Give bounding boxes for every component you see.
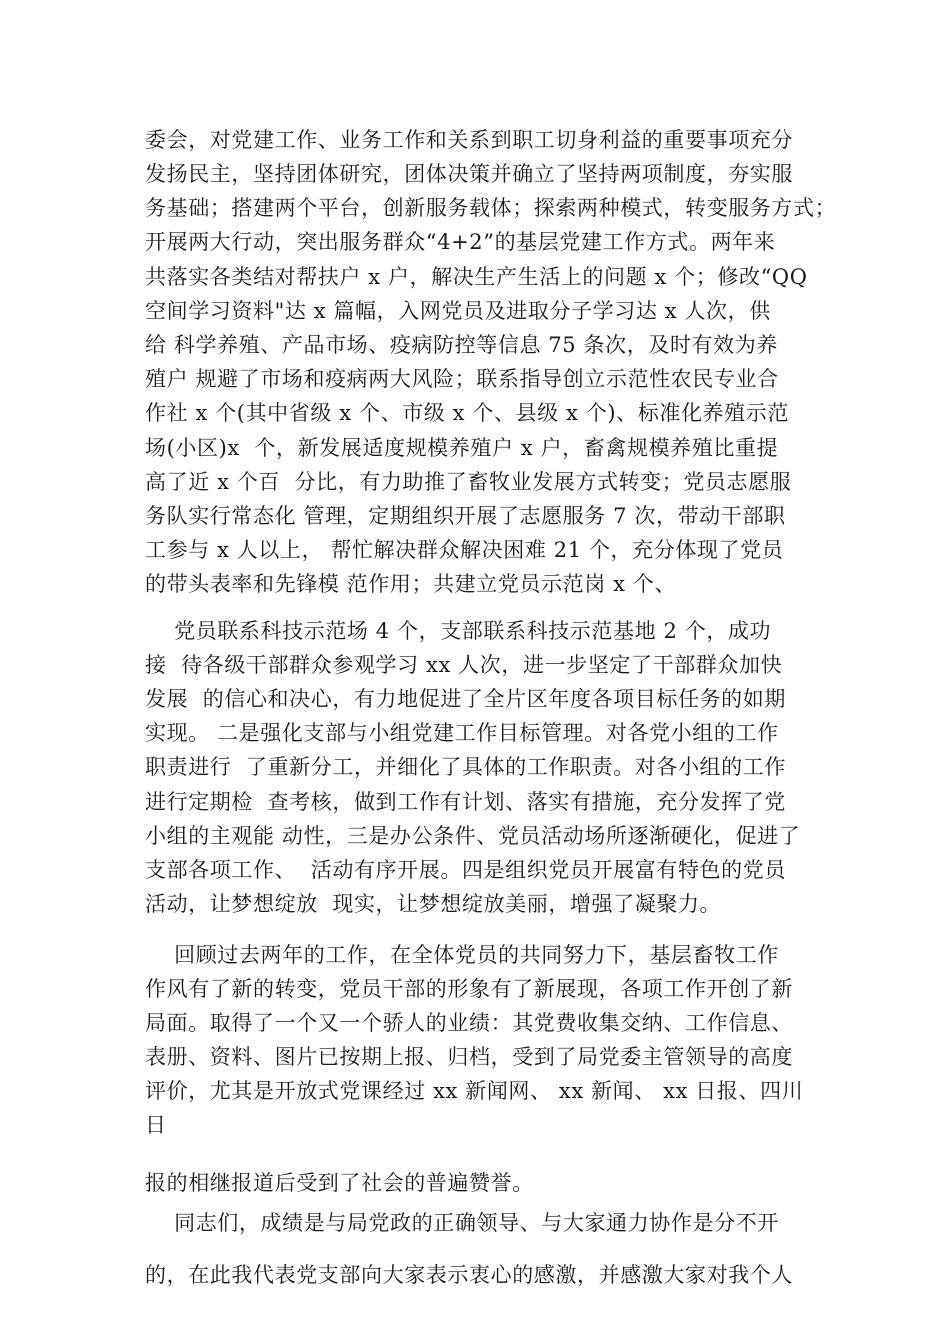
text-line: 报的相继报道后受到了社会的普遍赞誉。 (145, 1171, 534, 1195)
text-line: 作风有了新的转变，党员干部的形象有了新展现，各项工作开创了新 (145, 977, 793, 1001)
text-line: 务基础；搭建两个平台，创新服务载体；探索两种模式，转变服务方式； (145, 196, 837, 220)
text-line: 评价，尤其是开放式党课经过 xx 新闻网、 xx 新闻、 xx 日报、四川 (145, 1079, 804, 1103)
text-line: 空间学习资料"达 x 篇幅，入网党员及进取分子学习达 x 人次，供 (145, 299, 771, 323)
text-line: 职责进行 了重新分工，并细化了具体的工作职责。对各小组的工作 (145, 755, 786, 779)
text-line: 接 待各级干部群众参观学习 xx 人次，进一步坚定了干部群众加快 (145, 653, 783, 677)
text-line: 局面。取得了一个又一个骄人的业绩：其党费收集交纳、工作信息、 (145, 1011, 793, 1035)
text-line: 场(小区)x 个，新发展适度规模养殖户 x 户，畜禽规模养殖比重提 (145, 436, 779, 460)
text-line: 作社 x 个(其中省级 x 个、市级 x 个、县级 x 个)、标准化养殖示范 (145, 401, 789, 425)
text-line: 日 (145, 1113, 167, 1137)
text-line: 发扬民主，坚持团体研究，团体决策并确立了坚持两项制度，夯实服 (145, 162, 793, 186)
text-line: 委会，对党建工作、业务工作和关系到职工切身利益的重要事项充分 (145, 128, 793, 152)
text-line: 发展 的信心和决心，有力地促进了全片区年度各项目标任务的如期 (145, 687, 786, 711)
text-line: 表册、资料、图片已按期上报、归档，受到了局党委主管领导的高度 (145, 1045, 793, 1069)
text-line: 务队实行常态化 管理，定期组织开展了志愿服务 7 次，带动干部职 (145, 504, 786, 528)
text-line: 共落实各类结对帮扶户 x 户，解决生产生活上的问题 x 个；修改“QQ (145, 265, 808, 289)
text-line: 进行定期检 查考核，做到工作有计划、落实有措施，充分发挥了党 (145, 790, 786, 814)
text-line: 党员联系科技示范场 4 个，支部联系科技示范基地 2 个，成功 (145, 619, 772, 643)
text-line: 小组的主观能 动性，三是办公条件、党员活动场所逐渐硬化，促进了 (145, 824, 801, 848)
text-line: 的带头表率和先锋模 范作用；共建立党员示范岗 x 个、 (145, 572, 677, 596)
text-line: 同志们，成绩是与局党政的正确领导、与大家通力协作是分不开 (145, 1211, 779, 1235)
text-line: 工参与 x 人以上， 帮忙解决群众解决困难 21 个，充分体现了党员 (145, 538, 784, 562)
text-line: 高了近 x 个百 分比，有力助推了畜牧业发展方式转变；党员志愿服 (145, 470, 792, 494)
text-line: 的，在此我代表党支部向大家表示衷心的感激，并感激大家对我个人 (145, 1263, 793, 1287)
text-line: 开展两大行动，突出服务群众“4+2”的基层党建工作方式。两年来 (145, 230, 776, 254)
text-line: 给 科学养殖、产品市场、疫病防控等信息 75 条次，及时有效为养 (145, 333, 778, 357)
text-line: 实现。 二是强化支部与小组党建工作目标管理。对各党小组的工作 (145, 721, 779, 745)
text-line: 回顾过去两年的工作，在全体党员的共同努力下，基层畜牧工作 (145, 943, 779, 967)
text-line: 殖户 规避了市场和疫病两大风险；联系指导创立示范性农民专业合 (145, 367, 779, 391)
text-line: 支部各项工作、 活动有序开展。四是组织党员开展富有特色的党员 (145, 858, 786, 882)
text-line: 活动，让梦想绽放 现实，让梦想绽放美丽，增强了凝聚力。 (145, 892, 722, 916)
